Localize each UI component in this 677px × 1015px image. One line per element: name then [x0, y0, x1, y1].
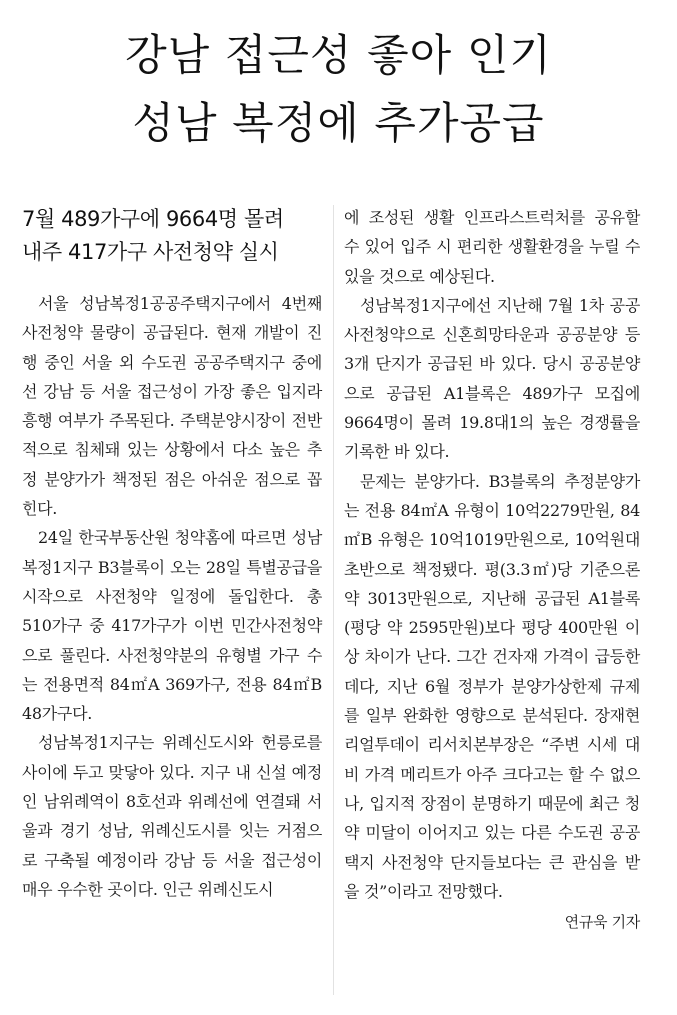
- left-column: [22, 203, 322, 904]
- headline-line-1: 강남 접근성 좋아 인기: [125, 31, 552, 81]
- body-paragraph-3-continued: 에 조성된 생활 인프라스트럭처를 공유할 수 있어 입주 시 편리한 생활환경을 누릴 수 있을 것으로 예상된다.: [344, 208, 640, 286]
- right-column: [344, 203, 640, 937]
- body-paragraph-4: 성남복정1지구에선 지난해 7월 1차 공공사전청약으로 신혼희망타운과 공공분양 등 3개 단지가 공급된 바 있다. 당시 공공분양으로 공급된 A1블록은 489가구 모집에 9664명이 몰려 19.8대1의 높은 경쟁률을 기록한 바 있다.: [344, 295, 640, 462]
- article-subhead: [22, 203, 322, 269]
- article-headline: [0, 22, 677, 158]
- body-paragraph-1: 서울 성남복정1공공주택지구에서 4번째 사전청약 물량이 공급된다. 현재 개발이 진행 중인 서울 외 수도권 공공주택지구 중에선 강남 등 서울 접근성이 가장 좋은 입지라 흥행 여부가 주목된다. 주택분양시장이 전반적으로 침체돼 있는 상황에서 다소 높은 추정 분양가가 책정된 점은 아쉬운 점으로 꼽힌다.: [22, 294, 322, 519]
- column-divider: [333, 205, 334, 995]
- reporter-byline: 연규욱 기자: [564, 913, 640, 932]
- subhead-line-1: 7월 489가구에 9664명 몰려: [22, 207, 284, 231]
- subhead-line-2: 내주 417가구 사전청약 실시: [22, 240, 279, 264]
- body-paragraph-3: 성남복정1지구는 위례신도시와 헌릉로를 사이에 두고 맞닿아 있다. 지구 내 신설 예정인 남위례역이 8호선과 위례선에 연결돼 서울과 경기 성남, 위례신도시를 잇는 거점으로 구축될 예정이라 강남 등 서울 접근성이 매우 우수한 곳이다. 인근 위례신도시: [22, 733, 322, 899]
- headline-line-2: 성남 복정에 추가공급: [132, 99, 545, 149]
- body-paragraph-5: 문제는 분양가다. B3블록의 추정분양가는 전용 84㎡A 유형이 10억2279만원, 84㎡B 유형은 10억1019만원으로, 10억원대 초반으로 책정됐다. 평(3.3㎡)당 기준으론 약 3013만원으로, 지난해 공급된 A1블록(평당 약 2595만원)보다 평당 400만원 이상 차이가 난다. 그간 건자재 가격이 급등한 데다, 지난 6월 정부가 분양가상한제 규제를 일부 완화한 영향으로 분석된다. 장재현 리얼투데이 리서치본부장은 “주변 시세 대비 가격 메리트가 아주 크다고는 할 수 없으나, 입지적 장점이 분명하기 때문에 최근 청약 미달이 이어지고 있는 다른 수도권 공공택지 사전청약 단지들보다는 큰 관심을 받을 것”이라고 전망했다.: [344, 471, 640, 901]
- body-paragraph-2: 24일 한국부동산원 청약홈에 따르면 성남복정1지구 B3블록이 오는 28일 특별공급을 시작으로 사전청약 일정에 돌입한다. 총 510가구 중 417가구가 이번 민간사전청약으로 풀린다. 사전청약분의 유형별 가구 수는 전용면적 84㎡A 369가구, 전용 84㎡B 48가구다.: [22, 528, 322, 724]
